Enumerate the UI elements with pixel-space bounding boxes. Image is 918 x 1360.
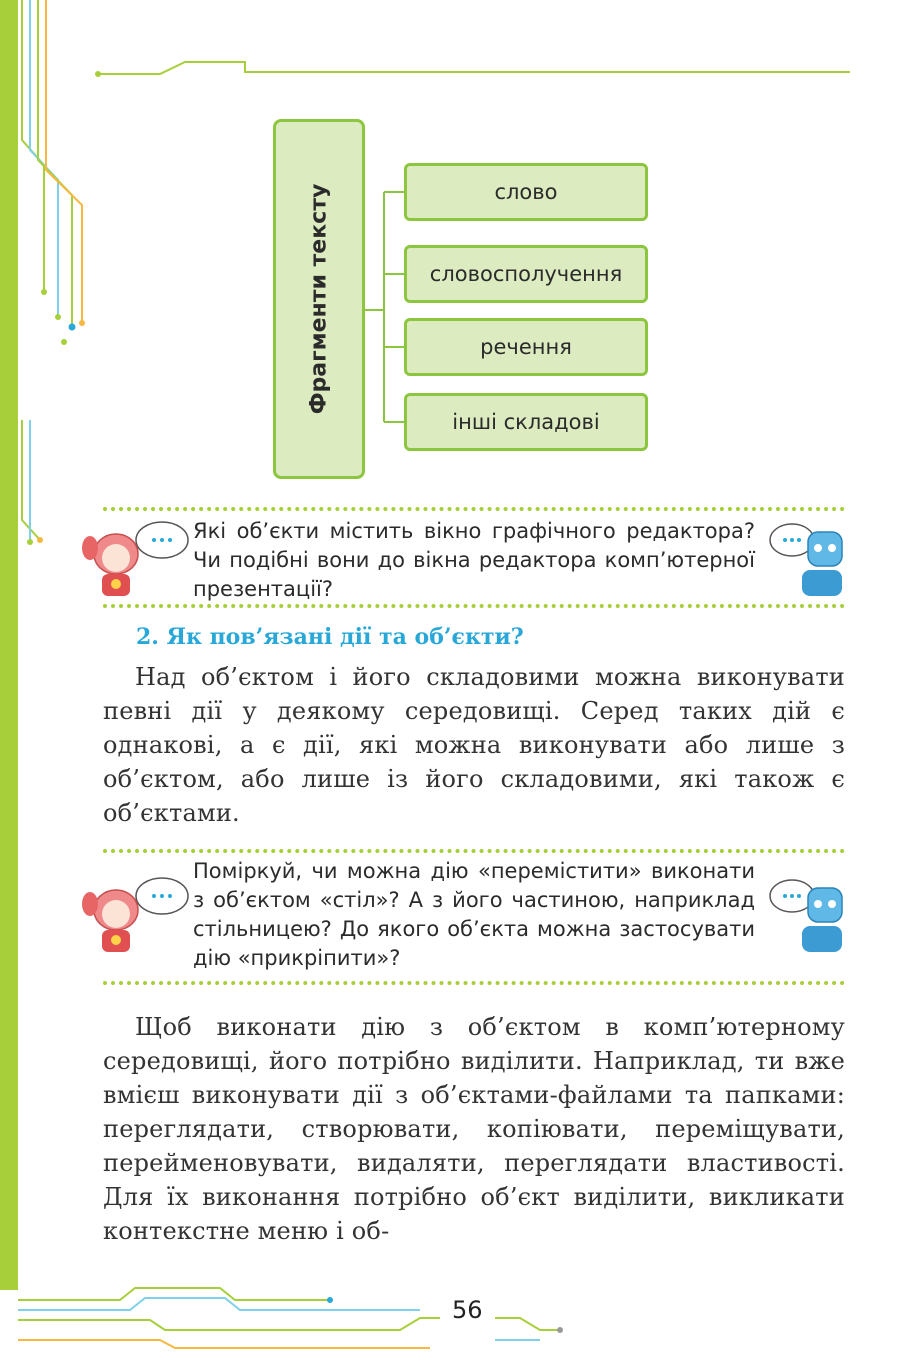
question2-text: Поміркуй, чи можна дію «перемістити» виконати з об’єктом «стіл»? А з його частиною, наприклад стільницею? До якого об’єкта можна застосувати дію «прикріпити»? [193,859,755,970]
girl-robot-icon [80,512,190,602]
diagram-node-phrase: словосполучення [404,245,648,303]
section2-paragraph: Над об’єктом і його складовими можна виконувати певні дії у деякому середовищі. Серед таких дій є однакові, а є дії, які можна виконувати або лише з об’єктом, або лише із його складовими, які також є об’єктами. [103,663,845,827]
question1-top-border [103,507,845,511]
girl-robot-icon-2 [80,868,190,958]
blue-robot-icon [768,512,848,602]
diagram-node-other: інші складові [404,393,648,451]
diagram-node-word: слово [404,163,648,221]
diagram-node-sentence: речення [404,318,648,376]
question2-bottom-border [103,981,845,985]
question1-bottom-border [103,604,845,608]
blue-robot-icon-2 [768,868,848,958]
question2-top-border [103,849,845,853]
diagram-root-box [273,119,365,479]
section-title: 2. Як пов’язані дії та об’єкти? [136,624,524,650]
page-number: 56 [452,1296,483,1324]
main-paragraph: Щоб виконати дію з об’єктом в комп’ютерному середовищі, його потрібно виділити. Наприклад, ти вже вмієш виконувати дії з об’єктами-файлами та папками: переглядати, створювати, копіювати, переміщувати, перейменовувати, видаляти, переглядати властивості. Для їх виконання потрібно об’єкт виділити, викликати контекстне меню і об- [103,1013,845,1245]
diagram-root-label: Фрагменти тексту [306,183,332,415]
question1-text: Які об’єкти містить вікно графічного редактора? Чи подібні вони до вікна редактора комп’ютерної презентації? [193,519,755,601]
